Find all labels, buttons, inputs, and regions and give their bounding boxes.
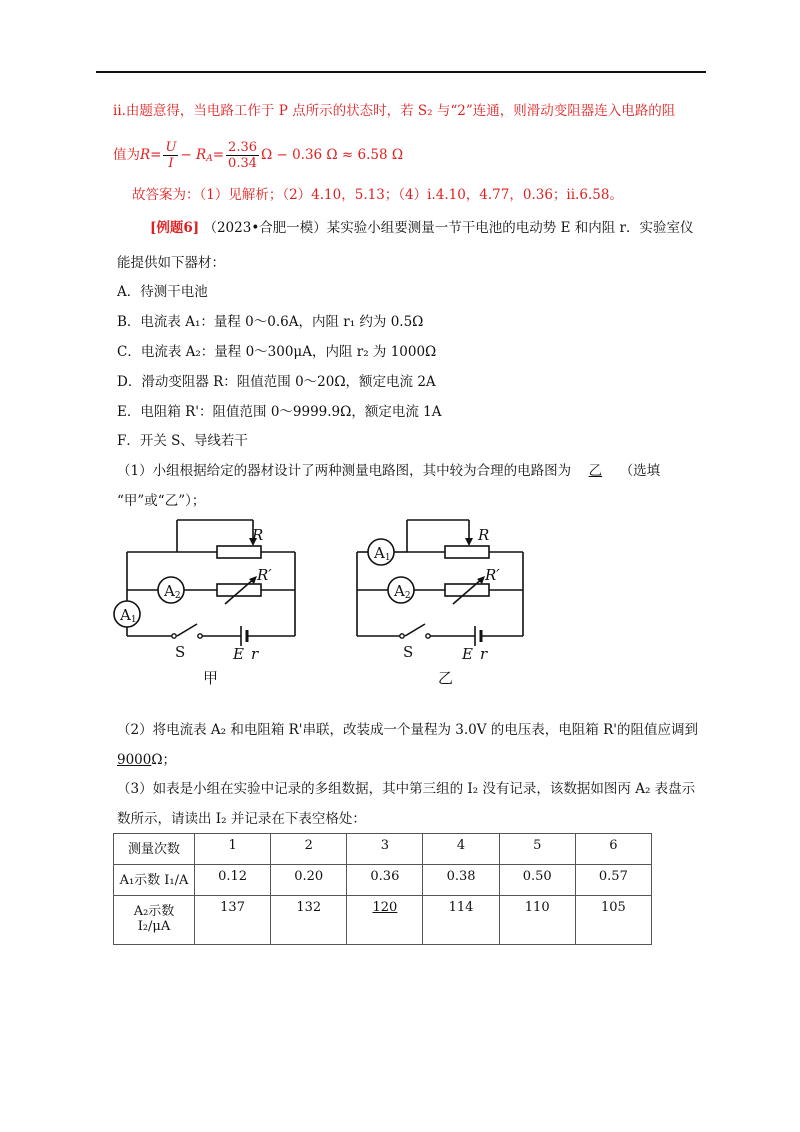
table-row: A₁示数 I₁/A 0.12 0.20 0.36 0.38 0.50 0.57 — [114, 865, 652, 896]
yi-r-small-label: r — [480, 645, 488, 663]
formula-prefix: 值为 — [113, 147, 140, 163]
yi-a2-label: $A_2$ — [394, 582, 411, 601]
yi-rprime-label: R′ — [485, 566, 500, 584]
equipment-e: E．电阻箱 R'：阻值范围 0～9999.9Ω，额定电流 1A — [117, 404, 442, 420]
equipment-b: B．电流表 A₁：量程 0～0.6A，内阻 r₁ 约为 0.5Ω — [117, 314, 424, 330]
example-intro-line-2: 能提供如下器材： — [117, 255, 225, 271]
jia-s-label: S — [175, 643, 186, 661]
jia-rprime-label: R′ — [257, 566, 272, 584]
jia-e-label: E — [233, 645, 244, 663]
equipment-a: A．待测干电池 — [117, 284, 208, 300]
equipment-d: D．滑动变阻器 R：阻值范围 0～20Ω，额定电流 2A — [117, 374, 436, 390]
example-tag: [例题6] — [150, 220, 200, 236]
fraction-u-over-i: $\frac{U}{I}$ — [165, 140, 177, 171]
question-2-line-1: （2）将电流表 A₂ 和电阻箱 R'串联，改装成一个量程为 3.0V 的电压表，电阻箱 R'的阻值应调到 — [117, 722, 698, 738]
circuit-yi — [335, 512, 535, 687]
yi-caption: 乙 — [438, 669, 454, 687]
table-row: 测量次数 1 2 3 4 5 6 — [114, 834, 652, 865]
formula-eq: = — [150, 147, 162, 163]
table-row: A₂示数 I₂/μA 137 132 120 114 110 105 — [114, 896, 652, 945]
jia-a1-label: $A_1$ — [120, 606, 137, 625]
question-2-line-2: 9000Ω； — [117, 752, 177, 768]
jia-caption: 甲 — [203, 669, 219, 687]
table-header-i1: A₁示数 I₁/A — [114, 865, 195, 896]
header-rule — [96, 71, 706, 73]
solution-line-1: ii.由题意得，当电路工作于 P 点所示的状态时，若 S₂ 与“2”连通，则滑动变阻器连入电路的阻 — [113, 103, 676, 119]
table-answer-cell: 120 — [347, 896, 423, 945]
formula-r: R — [140, 147, 151, 163]
question-1-line-2: “甲”或“乙”）； — [117, 493, 206, 509]
jia-r-label: R — [252, 526, 264, 544]
yi-r-label: R — [478, 526, 490, 544]
formula-eq-2: = — [212, 147, 225, 163]
question-1-answer: 乙 — [588, 463, 603, 479]
question-1-line-1: （1）小组根据给定的器材设计了两种测量电路图，其中较为合理的电路图为 乙 （选填 — [117, 463, 661, 479]
solution-formula-line: 值为R= $\frac{U}{I}$ − $R_A=$ $\frac{2.36}{0.34}$ Ω − 0.36 Ω ≈ 6.58 Ω — [113, 140, 404, 171]
question-3-line-1: （3）如表是小组在实验中记录的多组数据，其中第三组的 I₂ 没有记录，该数据如图丙 A₂ 表盘示 — [117, 781, 696, 797]
example-intro-line-1: [例题6] （2023•合肥一模）某实验小组要测量一节干电池的电动势 E 和内阻 r．实验室仪 — [150, 220, 694, 236]
formula-minus-ra: − R — [180, 147, 207, 163]
table-header-i2: A₂示数 I₂/μA — [114, 896, 195, 945]
data-table — [113, 833, 652, 945]
equipment-c: C．电流表 A₂：量程 0～300μA，内阻 r₂ 为 1000Ω — [117, 344, 437, 360]
jia-r-small-label: r — [251, 645, 259, 663]
question-2-answer: 9000 — [117, 752, 152, 768]
yi-a1-label: $A_1$ — [374, 544, 391, 563]
question-3-line-2: 数所示，请读出 I₂ 并记录在下表空格处： — [117, 811, 366, 827]
fraction-values: $\frac{2.36}{0.34}$ — [228, 140, 257, 171]
circuit-jia — [105, 512, 315, 687]
formula-tail: Ω − 0.36 Ω ≈ 6.58 Ω — [261, 147, 404, 163]
jia-a2-label: $A_2$ — [164, 582, 181, 601]
table-header-trial: 测量次数 — [114, 834, 195, 865]
yi-s-label: S — [403, 643, 414, 661]
answer-line: 故答案为：（1）见解析；（2）4.10，5.13；（4）i.4.10，4.77，0.36；ii.6.58。 — [132, 187, 623, 203]
equipment-f: F．开关 S、导线若干 — [117, 433, 248, 449]
yi-e-label: E — [462, 645, 473, 663]
